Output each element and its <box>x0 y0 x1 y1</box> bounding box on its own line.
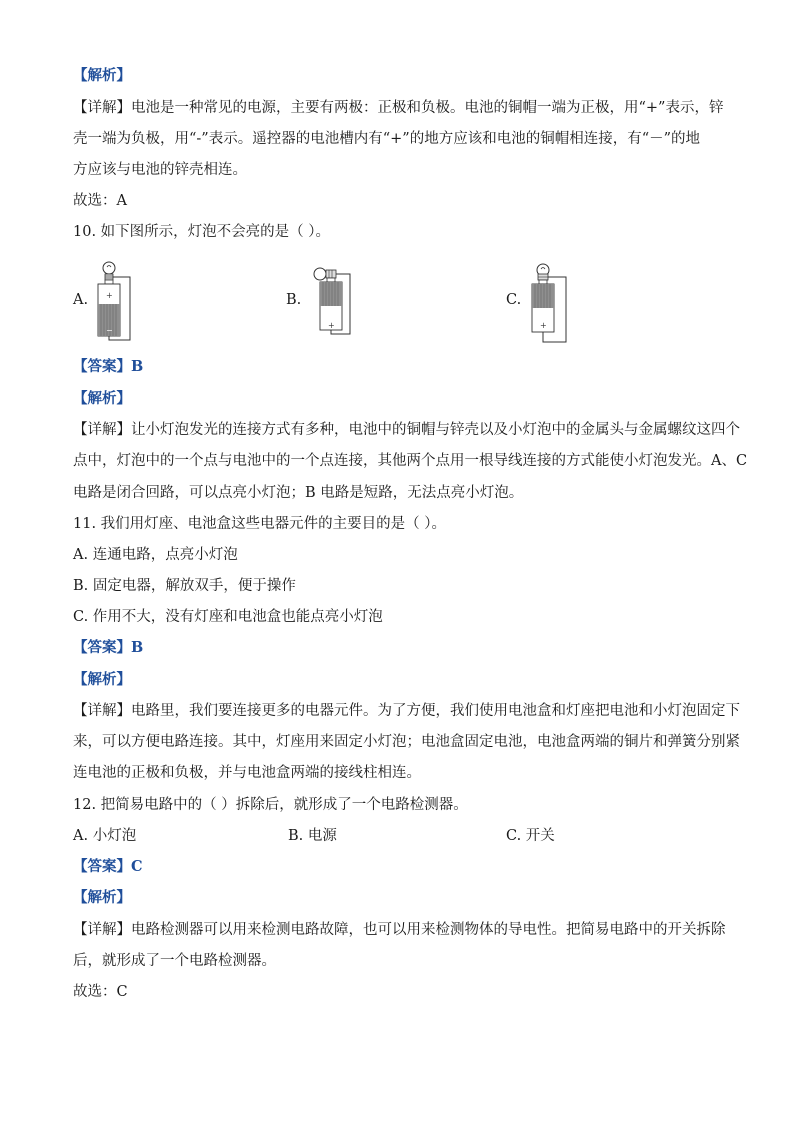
q10-a-plus-sign: + <box>106 291 113 300</box>
q10-option-a-label: A. <box>73 292 89 308</box>
q12-option-b: B. 电源 <box>288 828 337 844</box>
q9-analysis-label: 【解析】 <box>73 67 131 84</box>
q10-option-c-label: C. <box>506 292 522 308</box>
q11-analysis-label: 【解析】 <box>73 671 131 688</box>
q9-detail-line2: 壳一端为负极，用“-”表示。遥控器的电池槽内有“+”的地方应该和电池的铜帽相连接，有“－”的地 <box>73 131 701 147</box>
q10-analysis-label: 【解析】 <box>73 390 131 407</box>
q10-option-b-label: B. <box>286 292 302 308</box>
q10-detail-line1: 【详解】让小灯泡发光的连接方式有多种，电池中的铜帽与锌壳以及小灯泡中的金属头与金属螺纹这四个 <box>73 422 740 438</box>
q11-answer: 【答案】B <box>73 639 144 656</box>
q10-figure-a <box>92 258 142 348</box>
q10-b-plus-sign: + <box>328 321 335 330</box>
q10-c-plus-sign: + <box>540 321 547 330</box>
q9-detail-line1: 【详解】电池是一种常见的电源，主要有两极：正极和负极。电池的铜帽一端为正极，用“+”表示，锌 <box>73 100 724 116</box>
q11-option-a: A. 连通电路，点亮小灯泡 <box>73 547 238 563</box>
q12-choice: 故选：C <box>73 984 128 1000</box>
q9-detail-line3: 方应该与电池的锌壳相连。 <box>73 162 247 178</box>
q10-question: 10. 如下图所示，灯泡不会亮的是（ ）。 <box>73 224 331 240</box>
q10-a-minus-sign: − <box>106 326 113 335</box>
q10-figure-b <box>308 262 358 338</box>
q11-question: 11. 我们用灯座、电池盒这些电器元件的主要目的是（ ）。 <box>73 516 447 532</box>
q11-detail-line1: 【详解】电路里，我们要连接更多的电器元件。为了方便，我们使用电池盒和灯座把电池和小灯泡固定下 <box>73 703 740 719</box>
q10-figure-c <box>526 262 576 346</box>
q12-answer: 【答案】C <box>73 858 143 875</box>
q12-option-c: C. 开关 <box>506 828 555 844</box>
q11-option-c: C. 作用不大，没有灯座和电池盒也能点亮小灯泡 <box>73 609 383 625</box>
q10-answer: 【答案】B <box>73 358 144 375</box>
q12-analysis-label: 【解析】 <box>73 889 131 906</box>
q11-detail-line2: 来，可以方便电路连接。其中，灯座用来固定小灯泡；电池盒固定电池，电池盒两端的铜片和弹簧分别紧 <box>73 734 740 750</box>
q12-question: 12. 把简易电路中的（ ）拆除后，就形成了一个电路检测器。 <box>73 797 468 813</box>
q12-detail-line1: 【详解】电路检测器可以用来检测电路故障，也可以用来检测物体的导电性。把简易电路中的开关拆除 <box>73 922 726 938</box>
q12-detail-line2: 后，就形成了一个电路检测器。 <box>73 953 276 969</box>
q9-choice: 故选：A <box>73 193 127 209</box>
q10-detail-line3: 电路是闭合回路，可以点亮小灯泡；B 电路是短路，无法点亮小灯泡。 <box>73 485 524 501</box>
q10-detail-line2: 点中，灯泡中的一个点与电池中的一个点连接，其他两个点用一根导线连接的方式能使小灯泡发光。A、C <box>73 453 748 469</box>
q12-option-a: A. 小灯泡 <box>73 828 137 844</box>
q11-detail-line3: 连电池的正极和负极，并与电池盒两端的接线柱相连。 <box>73 765 421 781</box>
q11-option-b: B. 固定电器，解放双手，便于操作 <box>73 578 296 594</box>
